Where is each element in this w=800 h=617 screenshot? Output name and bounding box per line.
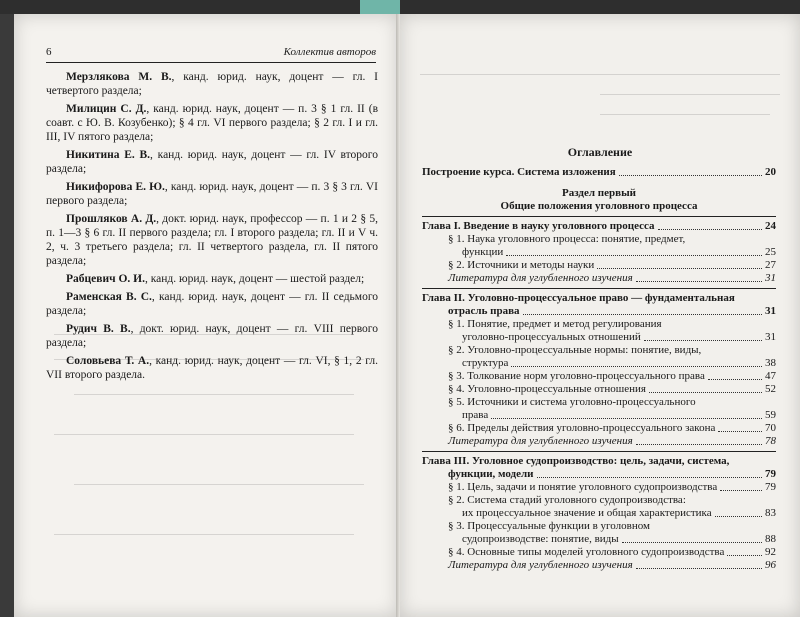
- toc-item: права 59: [462, 409, 776, 421]
- author-entry: [46, 322, 378, 350]
- author-role: , канд. юрид. наук, доцент — гл. IV второго раздела;: [46, 149, 378, 175]
- author-entry: [46, 290, 378, 318]
- toc-literature: Литература для углубленного изучения 31: [448, 272, 776, 284]
- toc-item: § 1. Цель, задачи и понятие уголовного судопроизводства 79: [448, 481, 776, 493]
- author-name: Никифорова Е. Ю.: [66, 181, 165, 193]
- toc-item: судопроизводстве: понятие, виды 88: [462, 533, 776, 545]
- author-role: , канд. юрид. наук, доцент — гл. VI, § 1, 2 гл. VII второго раздела.: [46, 355, 378, 381]
- author-entry: [46, 180, 378, 208]
- running-title: Коллектив авторов: [283, 46, 376, 58]
- author-name: Рабцевич О. И.: [66, 273, 145, 285]
- author-role: , докт. юрид. наук, доцент — гл. VIII первого раздела;: [46, 323, 378, 349]
- right-page: [400, 14, 800, 617]
- top-strip: [0, 0, 800, 14]
- section-label: Раздел первый: [561, 187, 636, 199]
- page-header: [46, 44, 376, 63]
- toc-item: § 3. Процессуальные функции в уголовном: [448, 520, 650, 532]
- author-entry: [46, 148, 378, 176]
- toc-chapter-1: Глава I. Введение в науку уголовного процесса 24: [422, 220, 776, 232]
- toc-item: § 4. Уголовно-процессуальные отношения 52: [448, 383, 776, 395]
- toc-chapter-3: Глава III. Уголовное судопроизводство: цель, задачи, система,: [422, 455, 730, 467]
- author-entry: [46, 70, 378, 98]
- toc-item: § 4. Основные типы моделей уголовного судопроизводства 92: [448, 546, 776, 558]
- author-role: , канд. юрид. наук, доцент — шестой раздел;: [144, 273, 365, 285]
- toc-item: § 6. Пределы действия уголовно-процессуального закона 70: [448, 422, 776, 434]
- author-name: Мерзлякова М. В.: [66, 71, 172, 83]
- author-role: , канд. юрид. наук, доцент — гл. I четвертого раздела;: [46, 71, 379, 97]
- page-number: 6: [46, 46, 52, 58]
- left-page: [14, 14, 398, 617]
- author-name: Рудич В. В.: [66, 323, 131, 335]
- toc-item: § 2. Уголовно-процессуальные нормы: понятие, виды,: [448, 344, 702, 356]
- table-of-contents: [422, 166, 776, 572]
- toc-item: § 2. Источники и методы науки 27: [448, 259, 776, 271]
- toc-chapter-2: Глава II. Уголовно-процессуальное право — фундаментальная: [422, 292, 735, 304]
- toc-item: уголовно-процессуальных отношений 31: [462, 331, 776, 343]
- author-entry: [46, 102, 378, 144]
- toc-chapter-3-cont: функции, модели 79: [448, 468, 776, 480]
- section-title: Общие положения уголовного процесса: [500, 200, 698, 212]
- toc-item: структура 38: [462, 357, 776, 369]
- toc-item: § 5. Источники и система уголовно-процессуального: [448, 396, 696, 408]
- author-role: , канд. юрид. наук, доцент — гл. II седьмого раздела;: [46, 291, 379, 317]
- toc-item: функции 25: [462, 246, 776, 258]
- toc-literature: Литература для углубленного изучения 78: [448, 435, 776, 447]
- author-name: Милицин С. Д.: [66, 103, 147, 115]
- toc-title: Оглавление: [567, 145, 633, 159]
- author-role: , канд. юрид. наук, доцент — п. 3 § 1 гл. II (в соавт. с Ю. В. Козубенко); § 4 гл. VI первого раздела; § 2 гл. I и гл. III, IV пятого раздела;: [46, 103, 378, 143]
- toc-item: § 1. Наука уголовного процесса: понятие, предмет,: [448, 233, 686, 245]
- toc-literature: Литература для углубленного изучения 96: [448, 559, 776, 571]
- toc-intro: Построение курса. Система изложения 20: [422, 166, 776, 178]
- author-name: Раменская В. С.: [66, 291, 152, 303]
- author-entry: [46, 272, 378, 286]
- cover-edge: [360, 0, 400, 14]
- toc-chapter-2-cont: отрасль права 31: [448, 305, 776, 317]
- toc-item: их процессуальное значение и общая характеристика 83: [462, 507, 776, 519]
- toc-item: § 1. Понятие, предмет и метод регулирования: [448, 318, 662, 330]
- author-name: Прошляков А. Д.: [66, 213, 157, 225]
- toc-item: § 2. Система стадий уголовного судопроизводства:: [448, 494, 686, 506]
- author-name: Соловьева Т. А.: [66, 355, 150, 367]
- author-role: , докт. юрид. наук, профессор — п. 1 и 2 § 5, п. 1—3 § 6 гл. II первого раздела; гл. I второго раздела; гл. II и V ч. 2, ч. 3 третьего раздела; гл. II четвертого раздела, гл. II пятого раздела;: [46, 213, 378, 267]
- toc-item: § 3. Толкование норм уголовно-процессуального права 47: [448, 370, 776, 382]
- author-entry: [46, 212, 378, 268]
- author-role: , канд. юрид. наук, доцент — п. 3 § 3 гл. VI первого раздела;: [46, 181, 378, 207]
- authors-list: [46, 70, 378, 386]
- author-name: Никитина Е. В.: [66, 149, 151, 161]
